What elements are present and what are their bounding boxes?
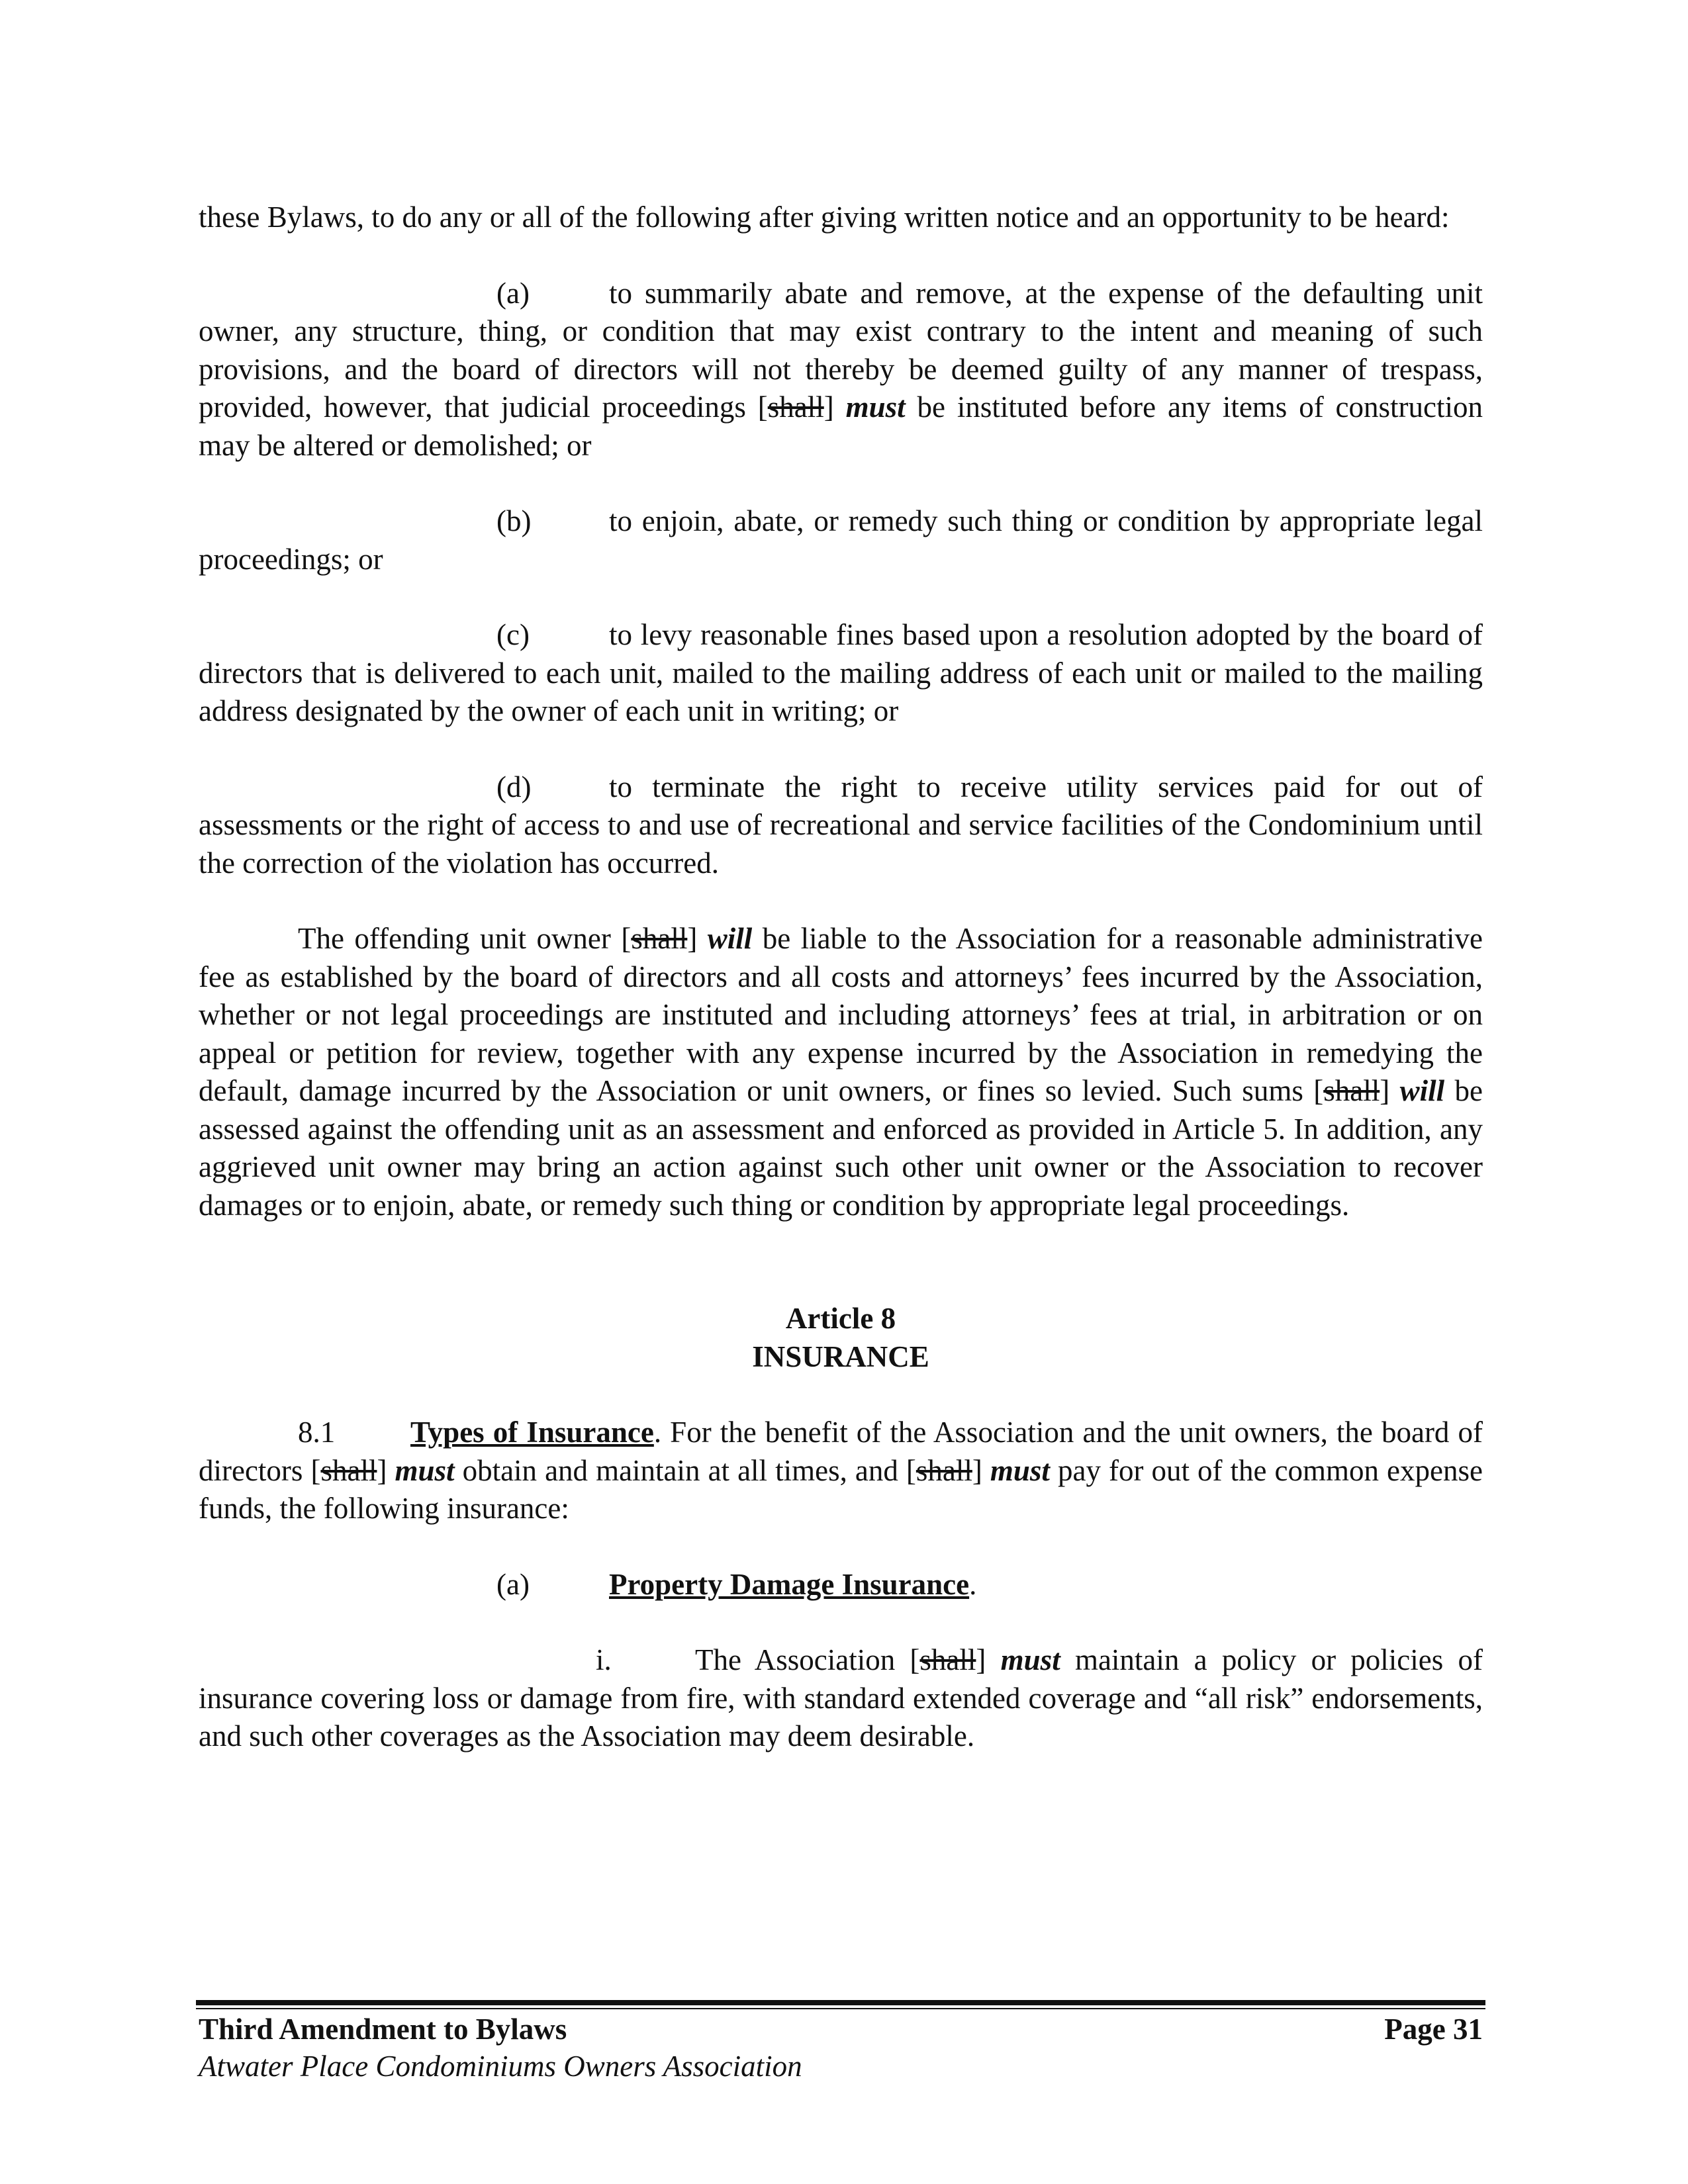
section-8-1-paragraph: 8.1 Types of Insurance. For the benefit of the Association and the unit owners, the board of directors [shall] must obtain and maintain at all times, and [shall] must pay for out of the common expense funds, the following insurance:	[199, 1414, 1483, 1528]
footer-rule	[196, 2000, 1485, 2005]
item-a-label: (a)	[496, 276, 530, 310]
inserted-must: must	[395, 1453, 455, 1487]
struck-shall: shall	[320, 1453, 377, 1487]
section-number: 8.1	[298, 1416, 336, 1449]
inserted-must: must	[990, 1453, 1050, 1487]
item-d-text: to terminate the right to receive utility services paid for out of assessments or the right of access to and use of recreational and service facilities of the Condominium until the correction of the violation has occurred.	[199, 770, 1483, 880]
inserted-will: will	[1399, 1074, 1445, 1107]
item-b-text: to enjoin, abate, or remedy such thing or condition by appropriate legal proceedings; or	[199, 504, 1483, 576]
footer-rule-thin	[196, 2008, 1485, 2009]
struck-shall: shall	[767, 390, 824, 424]
footer-page-number: Page 31	[1384, 2013, 1483, 2046]
struck-shall: shall	[915, 1453, 972, 1487]
item-b-label: (b)	[496, 504, 532, 537]
sub-a-heading: Property Damage Insurance	[609, 1567, 970, 1601]
footer-association-name: Atwater Place Condominiums Owners Association	[199, 2050, 802, 2083]
inserted-will: will	[707, 922, 753, 955]
inserted-must: must	[1000, 1643, 1060, 1676]
struck-shall: shall	[631, 922, 688, 955]
item-c-text: to levy reasonable fines based upon a resolution adopted by the board of directors that is delivered to each unit, mailed to the mailing address of each unit or mailed to the mailing address designated by the owner of each unit in writing; or	[199, 618, 1483, 727]
article-heading	[199, 1300, 1483, 1376]
item-d-label: (d)	[496, 770, 532, 803]
struck-shall: shall	[1323, 1074, 1380, 1107]
footer-document-title: Third Amendment to Bylaws	[199, 2013, 567, 2046]
sub-i-label: i.	[596, 1643, 612, 1676]
section-heading: Types of Insurance	[410, 1416, 654, 1449]
item-d-paragraph	[199, 768, 1483, 883]
item-b-paragraph	[199, 502, 1483, 578]
item-c-label: (c)	[496, 618, 530, 651]
sub-a-label: (a)	[496, 1567, 530, 1601]
offending-owner-paragraph: The offending unit owner [shall] will be liable to the Association for a reasonable administrative fee as established by the board of directors and all costs and attorneys’ fees incurred by the Association, whether or not legal proceedings are instituted and including attorneys’ fees at trial, in arbitration or on appeal or petition for review, together with any expense incurred by the Association in remedying the default, damage incurred by the Association or unit owners, or fines so levied. Such sums [shall] will be assessed against the offending unit as an assessment and enforced as provided in Article 5. In addition, any aggrieved unit owner may bring an action against such other unit owner or the Association to recover damages or to enjoin, abate, or remedy such thing or condition by appropriate legal proceedings.	[199, 922, 1483, 1222]
intro-paragraph: these Bylaws, to do any or all of the following after giving written notice and an opportunity to be heard:	[199, 201, 1450, 234]
item-a-paragraph: (a) to summarily abate and remove, at the expense of the defaulting unit owner, any structure, thing, or condition that may exist contrary to the intent and meaning of such provisions, and the board of directors will not thereby be deemed guilty of any manner of trespass, provided, however, that judicial proceedings [shall] must be instituted before any items of construction may be altered or demolished; or	[199, 275, 1483, 465]
inserted-must: must	[845, 390, 906, 424]
struck-shall: shall	[919, 1643, 976, 1676]
sub-i-paragraph: i. The Association [shall] must maintain a policy or policies of insurance covering loss or damage from fire, with standard extended coverage and “all risk” endorsements, and such other coverages as the Association may deem desirable.	[199, 1641, 1483, 1756]
item-c-paragraph	[199, 616, 1483, 731]
property-damage-heading: (a) Property Damage Insurance.	[199, 1566, 1483, 1604]
article-number: Article 8	[785, 1302, 896, 1335]
item-a-text: to summarily abate and remove, at the expense of the defaulting unit owner, any structure, thing, or condition that may exist contrary to the intent and meaning of such provisions, and the board of directors will not thereby be deemed guilty of any manner of trespass, provided, however, that judicial proceedings [	[199, 276, 1483, 424]
article-title: INSURANCE	[752, 1340, 929, 1373]
body-text	[199, 199, 1483, 1756]
